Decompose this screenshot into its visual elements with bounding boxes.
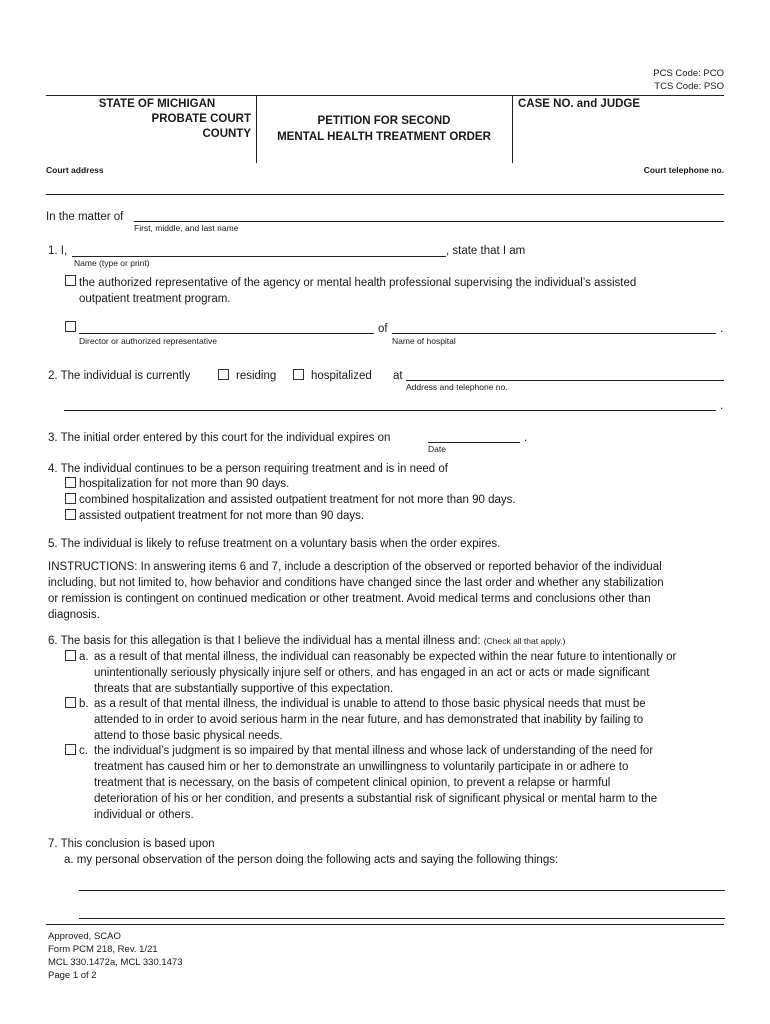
item6b-line2: attended to in order to avoid serious harm in the near future, and has demonstrated that inability by failing to: [94, 714, 644, 726]
item1-of: of: [378, 323, 388, 335]
header-top-rule: [46, 95, 724, 96]
court-phone-label: Court telephone no.: [643, 165, 724, 175]
item3-label: 3. The initial order entered by this court for the individual expires on: [48, 432, 391, 444]
item6c-letter: c.: [79, 745, 88, 757]
footer-approved: Approved, SCAO: [48, 931, 121, 942]
county-label: COUNTY: [202, 128, 251, 140]
hospital-caption: Name of hospital: [392, 336, 456, 346]
address-field-line2[interactable]: [64, 410, 716, 411]
item1-prefix: 1. I,: [48, 245, 68, 257]
item1-name-field[interactable]: [72, 256, 446, 257]
matter-name-caption: First, middle, and last name: [134, 223, 239, 233]
item6c-checkbox[interactable]: [65, 744, 76, 755]
combined-checkbox[interactable]: [65, 493, 76, 504]
item6c-line5: individual or others.: [94, 809, 194, 821]
aot-checkbox[interactable]: [65, 509, 76, 520]
item6b-checkbox[interactable]: [65, 697, 76, 708]
item6a-letter: a.: [79, 651, 89, 663]
item7-label: 7. This conclusion is based upon: [48, 838, 215, 850]
header-divider-1: [256, 95, 257, 163]
address-caption: Address and telephone no.: [406, 382, 508, 392]
state-label: STATE OF MICHIGAN: [98, 98, 216, 110]
tcs-code: TCS Code: PSO: [654, 81, 724, 92]
pcs-code: PCS Code: PCO: [653, 68, 724, 79]
item1-option2-checkbox[interactable]: [65, 321, 76, 332]
director-caption: Director or authorized representative: [79, 336, 217, 346]
header-divider-2: [512, 95, 513, 163]
expiry-date-field[interactable]: [428, 442, 520, 443]
item6a-line3: threats that are substantially supportive of this expectation.: [94, 683, 394, 695]
form-title-line2: MENTAL HEALTH TREATMENT ORDER: [277, 131, 491, 143]
form-title-line1: PETITION FOR SECOND: [317, 115, 451, 127]
item5-text: 5. The individual is likely to refuse treatment on a voluntary basis when the order expires.: [48, 538, 501, 550]
instructions-line4: diagnosis.: [48, 609, 100, 621]
item6c-line1: the individual’s judgment is so impaired by that mental illness and whose lack of understanding of the need for: [94, 745, 654, 757]
item6a-line2: unintentionally seriously physically injure self or others, and has engaged in an act or acts or made significant: [94, 667, 650, 679]
item1-name-caption: Name (type or print): [74, 258, 150, 268]
instructions-line2: including, but not limited to, how behavior and conditions have changed since the last order and whether any stabilization: [48, 577, 664, 589]
item6-label: [48, 634, 565, 650]
observation-field-line1[interactable]: [79, 890, 725, 891]
item4-option-hospitalization[interactable]: [65, 477, 289, 493]
residing-label: residing: [236, 370, 277, 382]
item6b-letter: b.: [79, 698, 89, 710]
date-caption: Date: [428, 444, 446, 454]
item2-label: 2. The individual is currently: [48, 370, 191, 382]
hospitalized-label: hospitalized: [311, 370, 372, 382]
item4-option-combined[interactable]: [65, 493, 516, 509]
hospitalization-label: hospitalization for not more than 90 days.: [79, 478, 290, 490]
item6b-line1: as a result of that mental illness, the individual is unable to attend to those basic physical needs that must be: [94, 698, 646, 710]
item4-option-aot[interactable]: [65, 509, 364, 525]
matter-name-field[interactable]: [134, 221, 724, 222]
hospital-field[interactable]: [392, 333, 716, 334]
item6b-line3: attend to those basic physical needs.: [94, 730, 283, 742]
item6a-checkbox[interactable]: [65, 650, 76, 661]
director-field[interactable]: [79, 333, 374, 334]
hospitalization-checkbox[interactable]: [65, 477, 76, 488]
item6-label-text: 6. The basis for this allegation is that I believe the individual has a mental illness and:: [48, 635, 481, 647]
instructions-line3: or remission is contingent on continued medication or other treatment. Avoid medical terms and conclusions other than: [48, 593, 651, 605]
footer-page: Page 1 of 2: [48, 970, 97, 981]
item1-option1-line1: the authorized representative of the agency or mental health professional supervising the individual’s assisted: [79, 277, 637, 289]
item6c-line2: treatment has caused him or her to demonstrate an unwillingness to voluntarily participate in or adhere to: [94, 761, 629, 773]
matter-label: In the matter of: [46, 211, 124, 223]
item1-option1-checkbox[interactable]: [65, 275, 76, 286]
item4-label: 4. The individual continues to be a person requiring treatment and is in need of: [48, 463, 448, 475]
instructions-line1: INSTRUCTIONS: In answering items 6 and 7, include a description of the observed or reported behavior of the individual: [48, 561, 662, 573]
footer-form-number: Form PCM 218, Rev. 1/21: [48, 944, 158, 955]
court-address-rule: [46, 194, 724, 195]
item1-period: .: [720, 323, 724, 335]
court-address-label: Court address: [46, 165, 104, 175]
combined-label: combined hospitalization and assisted outpatient treatment for not more than 90 days.: [79, 494, 516, 506]
item1-option1-line2: outpatient treatment program.: [79, 293, 231, 305]
item2-at: at: [393, 370, 403, 382]
aot-label: assisted outpatient treatment for not more than 90 days.: [79, 510, 365, 522]
item6c-line3: treatment that is necessary, on the basis of competent clinical opinion, to prevent a relapse or harmful: [94, 777, 611, 789]
residing-checkbox[interactable]: [218, 369, 229, 380]
item3-period: .: [524, 432, 528, 444]
footer-rule: [46, 924, 724, 925]
footer-mcl: MCL 330.1472a, MCL 330.1473: [48, 957, 183, 968]
probate-court-label: PROBATE COURT: [151, 113, 251, 125]
observation-field-line2[interactable]: [79, 918, 725, 919]
address-field[interactable]: [406, 380, 724, 381]
item6a-line1: as a result of that mental illness, the individual can reasonably be expected within the near future to intentionally or: [94, 651, 677, 663]
case-no-label: CASE NO. and JUDGE: [518, 98, 641, 110]
item1-suffix: , state that I am: [446, 245, 526, 257]
item6-note: (Check all that apply.): [483, 636, 566, 646]
item6c-line4: deterioration of his or her condition, and presents a substantial risk of significant physical or mental harm to the: [94, 793, 658, 805]
item2-period: .: [720, 400, 724, 412]
item7a-label: a. my personal observation of the person doing the following acts and saying the following things:: [64, 854, 559, 866]
hospitalized-checkbox[interactable]: [293, 369, 304, 380]
